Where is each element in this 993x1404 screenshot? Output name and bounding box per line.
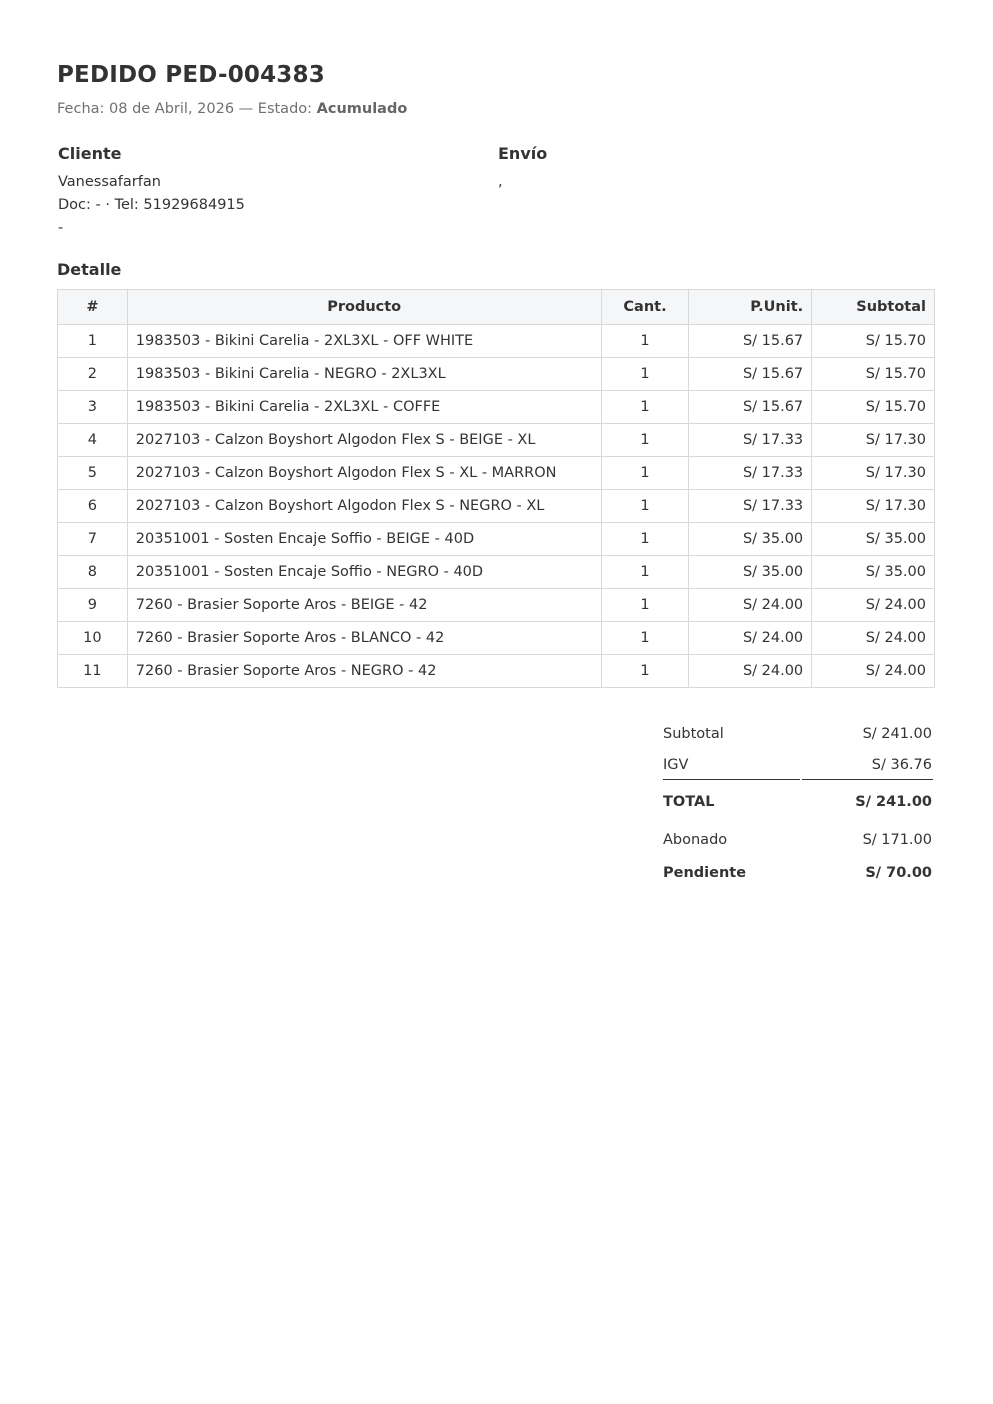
row-number: 2	[58, 358, 128, 391]
row-subtotal: S/ 17.30	[812, 457, 935, 490]
row-quantity: 1	[601, 589, 689, 622]
items-table	[57, 289, 935, 688]
row-subtotal: S/ 15.70	[812, 391, 935, 424]
row-number: 11	[58, 655, 128, 688]
row-quantity: 1	[601, 655, 689, 688]
row-quantity: 1	[601, 325, 689, 358]
client-heading: Cliente	[58, 144, 122, 163]
col-header-product: Producto	[127, 290, 601, 325]
total-divider-right	[802, 779, 933, 780]
client-extra: -	[58, 220, 64, 236]
col-header-number: #	[58, 290, 128, 325]
row-quantity: 1	[601, 391, 689, 424]
row-product: 2027103 - Calzon Boyshort Algodon Flex S - NEGRO - XL	[127, 490, 601, 523]
row-product: 7260 - Brasier Soporte Aros - NEGRO - 42	[127, 655, 601, 688]
table-row	[58, 457, 935, 490]
row-number: 10	[58, 622, 128, 655]
row-number: 6	[58, 490, 128, 523]
table-row	[58, 325, 935, 358]
row-unit-price: S/ 15.67	[689, 391, 812, 424]
table-row	[58, 655, 935, 688]
client-doc-phone: Doc: - · Tel: 51929684915	[58, 197, 245, 213]
paid-label: Abonado	[663, 832, 728, 848]
row-product: 7260 - Brasier Soporte Aros - BLANCO - 42	[127, 622, 601, 655]
row-number: 5	[58, 457, 128, 490]
row-product: 7260 - Brasier Soporte Aros - BEIGE - 42	[127, 589, 601, 622]
paid-value: S/ 171.00	[862, 832, 932, 848]
totals-pending-row	[662, 859, 935, 890]
col-header-subtotal: Subtotal	[812, 290, 935, 325]
table-row	[58, 523, 935, 556]
totals-subtotal-row	[662, 720, 935, 751]
col-header-unit-price: P.Unit.	[689, 290, 812, 325]
totals-igv-row	[662, 751, 935, 782]
row-unit-price: S/ 15.67	[689, 358, 812, 391]
row-subtotal: S/ 24.00	[812, 589, 935, 622]
row-subtotal: S/ 15.70	[812, 325, 935, 358]
table-row	[58, 589, 935, 622]
row-unit-price: S/ 17.33	[689, 424, 812, 457]
row-unit-price: S/ 17.33	[689, 490, 812, 523]
total-divider-left	[663, 779, 800, 780]
shipping-heading: Envío	[498, 144, 548, 163]
row-product: 1983503 - Bikini Carelia - NEGRO - 2XL3XL	[127, 358, 601, 391]
igv-label: IGV	[663, 757, 689, 773]
row-product: 20351001 - Sosten Encaje Soffio - NEGRO - 40D	[127, 556, 601, 589]
row-unit-price: S/ 24.00	[689, 655, 812, 688]
col-header-quantity: Cant.	[601, 290, 689, 325]
order-meta	[57, 101, 407, 117]
row-subtotal: S/ 35.00	[812, 556, 935, 589]
row-quantity: 1	[601, 523, 689, 556]
table-row	[58, 622, 935, 655]
row-subtotal: S/ 17.30	[812, 424, 935, 457]
row-unit-price: S/ 17.33	[689, 457, 812, 490]
detail-heading: Detalle	[57, 260, 122, 279]
row-product: 20351001 - Sosten Encaje Soffio - BEIGE - 40D	[127, 523, 601, 556]
igv-value: S/ 36.76	[871, 757, 932, 773]
row-number: 3	[58, 391, 128, 424]
subtotal-value: S/ 241.00	[862, 726, 932, 742]
row-number: 7	[58, 523, 128, 556]
totals-paid-row	[662, 826, 935, 859]
row-subtotal: S/ 24.00	[812, 655, 935, 688]
row-number: 9	[58, 589, 128, 622]
totals-total-row	[662, 788, 935, 826]
row-product: 2027103 - Calzon Boyshort Algodon Flex S - BEIGE - XL	[127, 424, 601, 457]
table-row	[58, 490, 935, 523]
status-badge: Acumulado	[316, 101, 408, 117]
table-row	[58, 358, 935, 391]
table-row	[58, 391, 935, 424]
row-quantity: 1	[601, 358, 689, 391]
row-unit-price: S/ 35.00	[689, 556, 812, 589]
row-quantity: 1	[601, 457, 689, 490]
row-subtotal: S/ 24.00	[812, 622, 935, 655]
order-date: Fecha: 08 de Abril, 2026 — Estado:	[57, 101, 317, 117]
row-unit-price: S/ 15.67	[689, 325, 812, 358]
table-row	[58, 556, 935, 589]
row-unit-price: S/ 24.00	[689, 589, 812, 622]
row-product: 1983503 - Bikini Carelia - 2XL3XL - COFFE	[127, 391, 601, 424]
subtotal-label: Subtotal	[663, 726, 724, 742]
total-label: TOTAL	[663, 794, 715, 810]
row-product: 1983503 - Bikini Carelia - 2XL3XL - OFF WHITE	[127, 325, 601, 358]
pending-value: S/ 70.00	[865, 865, 932, 881]
client-name: Vanessafarfan	[58, 174, 161, 190]
total-value: S/ 241.00	[855, 794, 932, 810]
table-header-row	[58, 290, 935, 325]
row-subtotal: S/ 15.70	[812, 358, 935, 391]
row-quantity: 1	[601, 490, 689, 523]
row-unit-price: S/ 35.00	[689, 523, 812, 556]
totals-summary	[662, 720, 935, 890]
page-title: PEDIDO PED-004383	[57, 62, 325, 88]
row-subtotal: S/ 35.00	[812, 523, 935, 556]
row-quantity: 1	[601, 622, 689, 655]
table-row	[58, 424, 935, 457]
pending-label: Pendiente	[663, 865, 747, 881]
row-subtotal: S/ 17.30	[812, 490, 935, 523]
row-number: 1	[58, 325, 128, 358]
row-quantity: 1	[601, 556, 689, 589]
shipping-address: ,	[498, 174, 503, 190]
row-product: 2027103 - Calzon Boyshort Algodon Flex S - XL - MARRON	[127, 457, 601, 490]
row-unit-price: S/ 24.00	[689, 622, 812, 655]
row-quantity: 1	[601, 424, 689, 457]
row-number: 4	[58, 424, 128, 457]
row-number: 8	[58, 556, 128, 589]
